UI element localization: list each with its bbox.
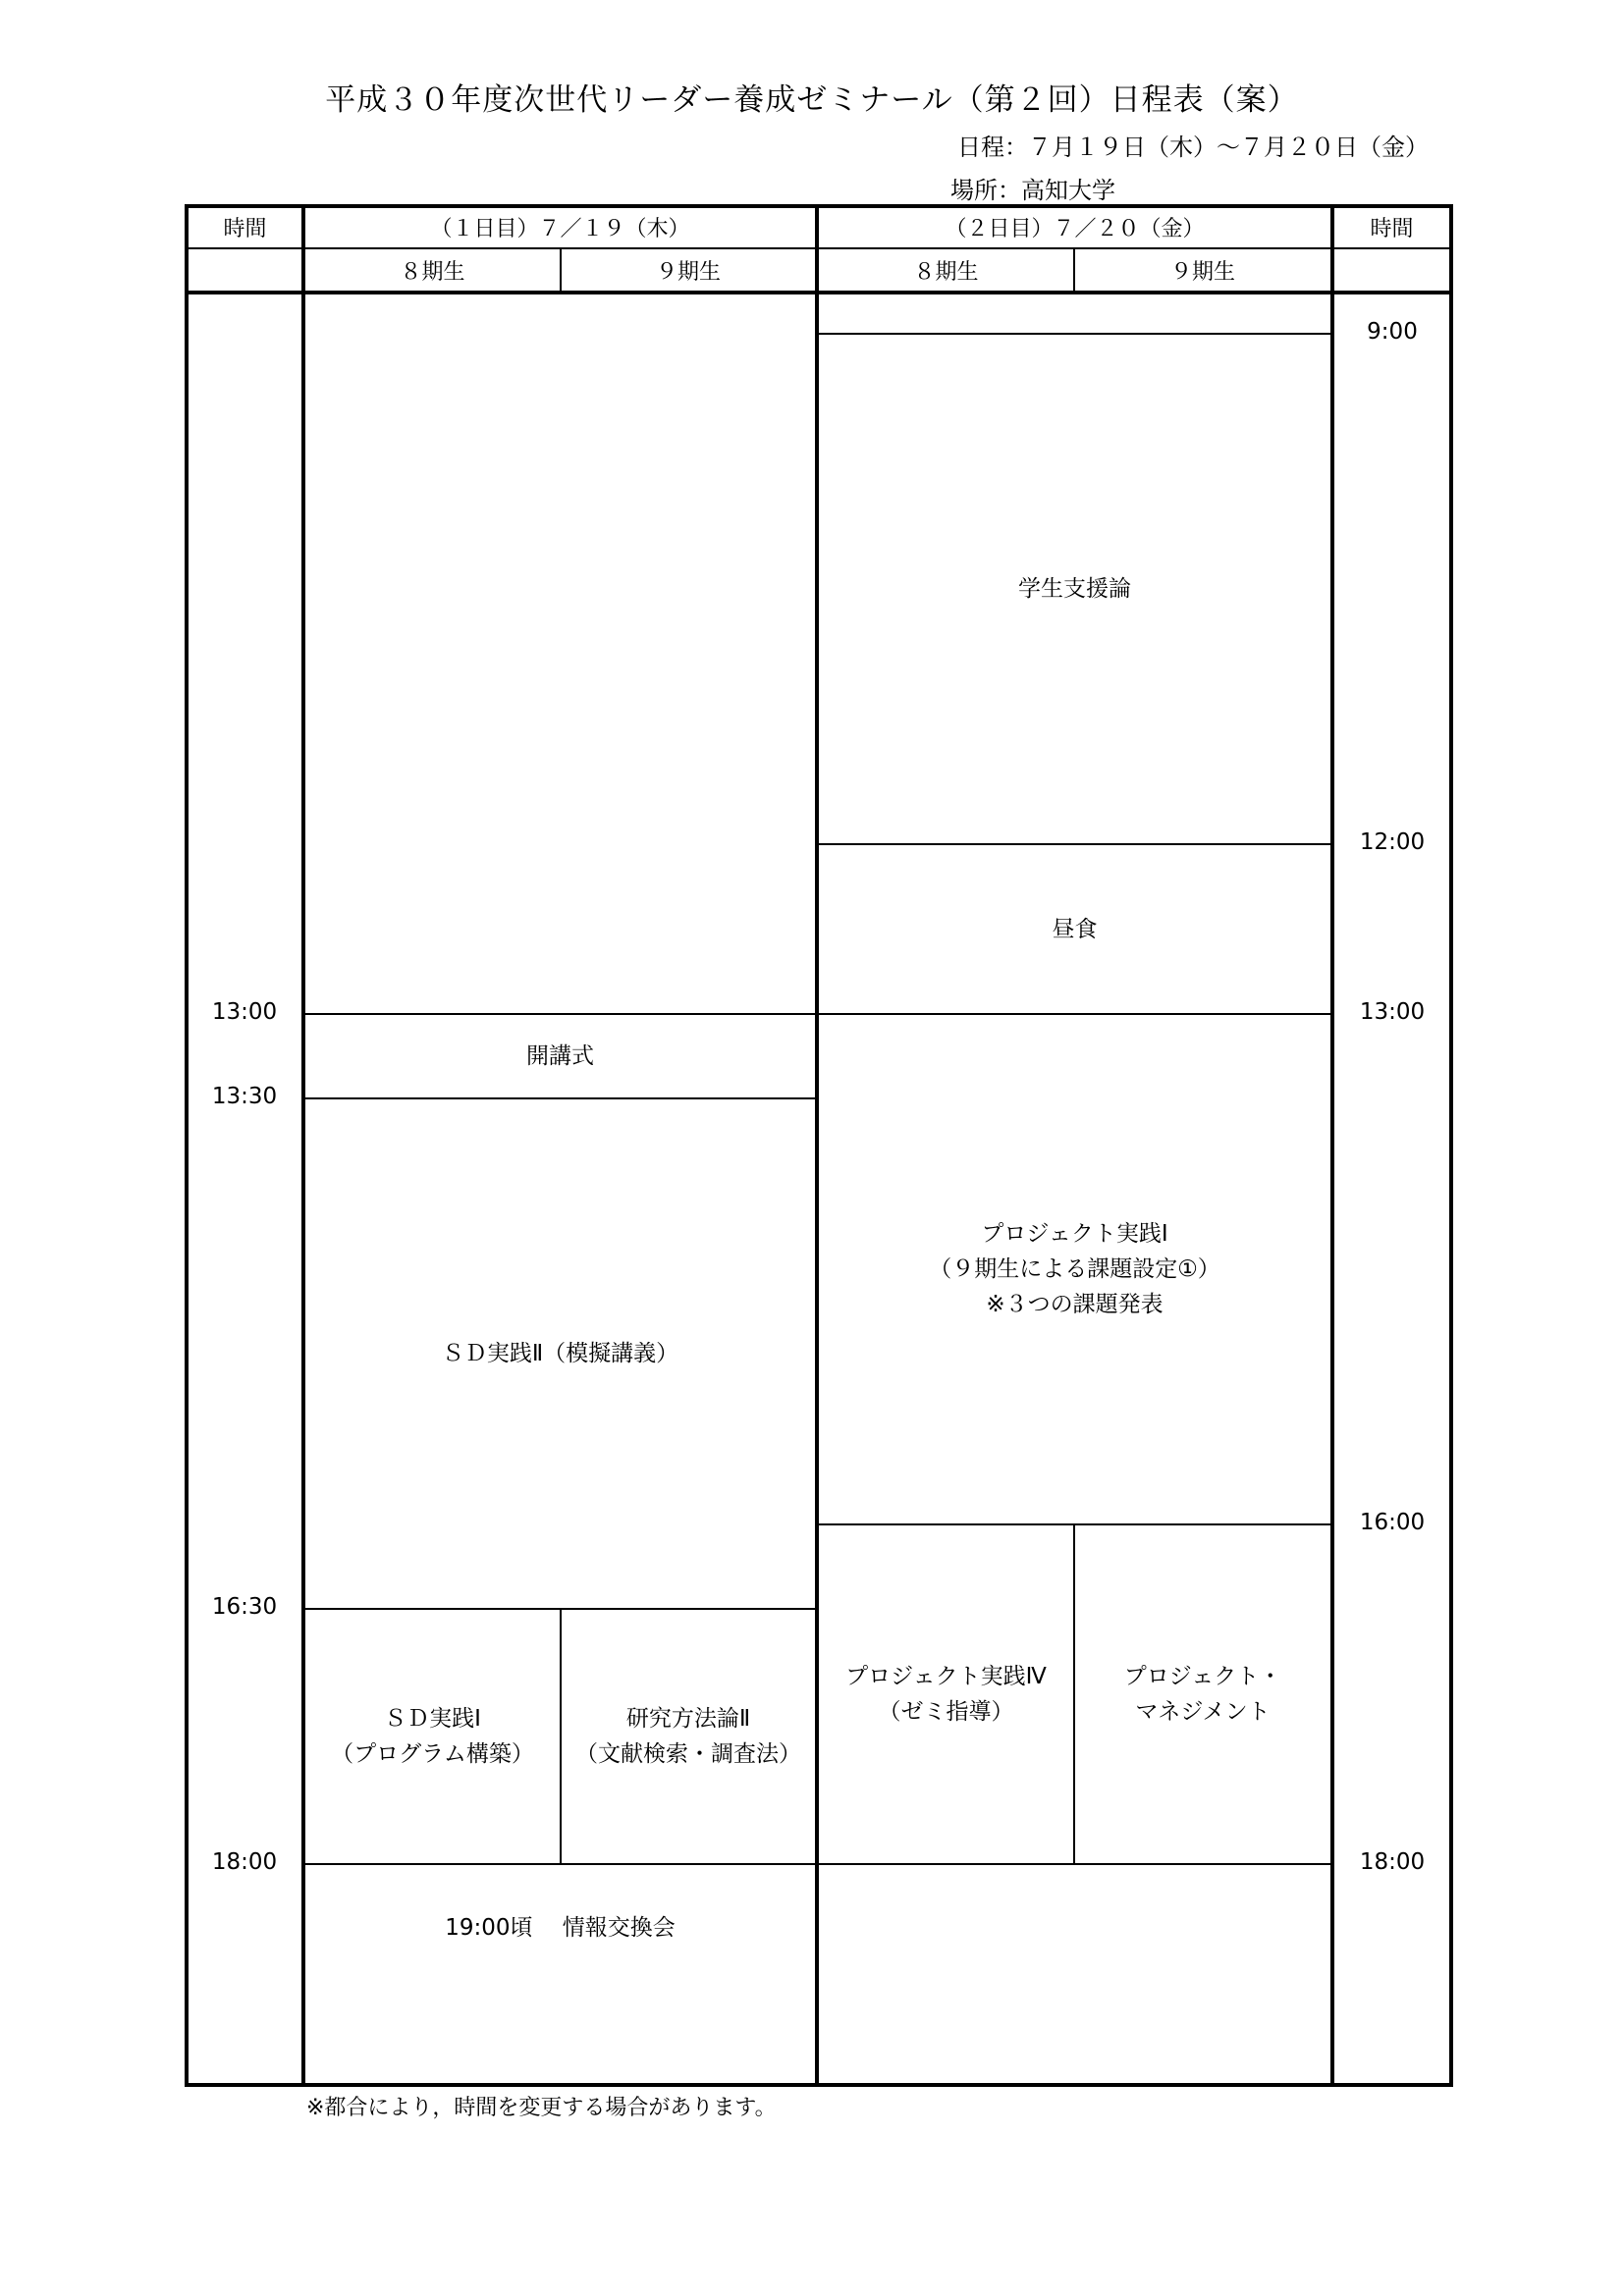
project-practice-4-subtitle: （ゼミ指導） (878, 1699, 1014, 1725)
student-support-label: 学生支援論 (1018, 576, 1131, 602)
project-management-line1: プロジェクト・ (1123, 1664, 1282, 1689)
time-right-1600: 16:00 (1359, 1510, 1426, 1535)
research-methods-title: 研究方法論Ⅱ (625, 1706, 751, 1732)
opening-ceremony-label: 開講式 (526, 1043, 594, 1069)
time-right-1300: 13:00 (1359, 999, 1426, 1025)
day2-project-practice-4 (819, 1525, 1073, 1863)
day2-student-support (819, 335, 1330, 843)
schedule-dates: 日程：７月１９日（木）～７月２０日（金） (957, 133, 1429, 161)
sd-practice-1-subtitle: （プログラム構築） (331, 1741, 534, 1767)
time-right-1800: 18:00 (1359, 1849, 1426, 1875)
header-day1: （１日目）７／１９（木） (430, 216, 690, 241)
header-day1-group-8: ８期生 (400, 259, 465, 285)
venue: 場所：高知大学 (950, 177, 1115, 204)
header-day1-group-9: ９期生 (655, 259, 721, 285)
header-day2-group-9: ９期生 (1169, 259, 1235, 285)
sd-practice-1-title: ＳＤ実践Ⅰ (384, 1706, 481, 1732)
research-methods-subtitle: （文献検索・調査法） (575, 1741, 801, 1767)
project-management-line2: マネジメント (1135, 1699, 1271, 1725)
day1-opening-ceremony (305, 1015, 815, 1097)
header-day2-group-8: ８期生 (913, 259, 979, 285)
header-day2: （２日目）７／２０（金） (945, 216, 1205, 241)
day1-research-methods-2 (562, 1610, 815, 1863)
time-right-0900: 9:00 (1367, 319, 1418, 345)
info-exchange-label: 19:00頃 情報交換会 (445, 1915, 676, 1941)
day1-sd-practice-2 (305, 1099, 815, 1608)
day2-lunch (819, 845, 1330, 1013)
project-practice-4-title: プロジェクト実践Ⅳ (845, 1664, 1047, 1689)
day2-project-practice-1 (819, 1015, 1330, 1523)
day1-info-exchange (305, 1865, 815, 1991)
time-right-1200: 12:00 (1359, 829, 1426, 855)
time-left-1630: 16:30 (211, 1594, 278, 1620)
time-left-1300: 13:00 (211, 999, 278, 1025)
project-practice-1-note: ※３つの課題発表 (986, 1292, 1164, 1317)
day2-project-management (1075, 1525, 1330, 1863)
day1-sd-practice-1 (305, 1610, 560, 1863)
lunch-label: 昼食 (1052, 916, 1098, 942)
project-practice-1-title: プロジェクト実践Ⅰ (981, 1221, 1168, 1247)
page-title: 平成３０年度次世代リーダー養成ゼミナール（第２回）日程表（案） (325, 82, 1299, 118)
header-time-left: 時間 (223, 216, 267, 241)
sd-practice-2-label: ＳＤ実践Ⅱ（模擬講義） (441, 1341, 679, 1366)
time-left-1800: 18:00 (211, 1849, 278, 1875)
footnote: ※都合により，時間を変更する場合があります。 (306, 2096, 777, 2120)
header-time-right: 時間 (1370, 216, 1414, 241)
time-left-1330: 13:30 (211, 1084, 278, 1109)
project-practice-1-subtitle: （９期生による課題設定①） (929, 1256, 1220, 1282)
